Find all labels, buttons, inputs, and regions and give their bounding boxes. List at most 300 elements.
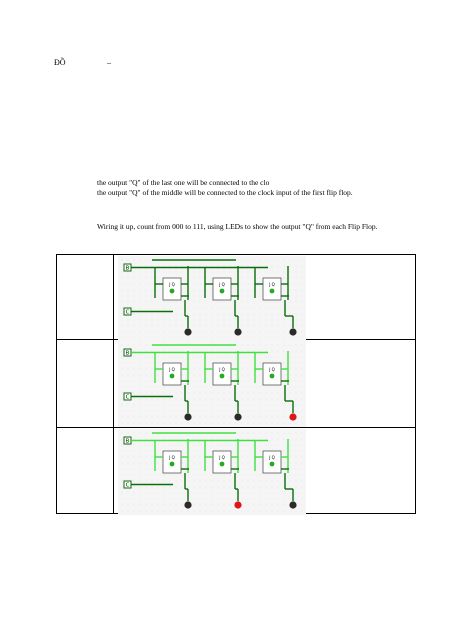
grid-dot bbox=[230, 387, 231, 388]
grid-dot bbox=[302, 338, 303, 339]
grid-dot bbox=[194, 475, 195, 476]
header-code: ĐỒ bbox=[54, 58, 66, 67]
grid-dot bbox=[302, 399, 303, 400]
grid-dot bbox=[224, 399, 225, 400]
grid-dot bbox=[152, 439, 153, 440]
flip-flop-state-dot bbox=[270, 374, 275, 379]
grid-dot bbox=[278, 387, 279, 388]
grid-dot bbox=[158, 511, 159, 512]
grid-dot bbox=[122, 357, 123, 358]
grid-dot bbox=[206, 475, 207, 476]
grid-dot bbox=[242, 314, 243, 315]
grid-dot bbox=[296, 499, 297, 500]
grid-dot bbox=[272, 332, 273, 333]
instruction-text: Wiring it up, count from 000 to 111, using LEDs to show the output "Q" from each Flip Flop. bbox=[97, 222, 378, 231]
grid-dot bbox=[212, 499, 213, 500]
grid-dot bbox=[134, 433, 135, 434]
grid-dot bbox=[128, 345, 129, 346]
grid-dot bbox=[146, 499, 147, 500]
grid-dot bbox=[224, 505, 225, 506]
grid-dot bbox=[266, 505, 267, 506]
grid-dot bbox=[134, 499, 135, 500]
grid-dot bbox=[290, 266, 291, 267]
grid-dot bbox=[290, 387, 291, 388]
grid-dot bbox=[122, 296, 123, 297]
grid-dot bbox=[278, 475, 279, 476]
paragraph-line-1: the output "Q" of the last one will be connected to the clo bbox=[97, 178, 270, 187]
grid-dot bbox=[212, 463, 213, 464]
grid-dot bbox=[236, 375, 237, 376]
grid-dot bbox=[296, 357, 297, 358]
grid-dot bbox=[224, 308, 225, 309]
grid-dot bbox=[170, 487, 171, 488]
grid-dot bbox=[152, 475, 153, 476]
grid-dot bbox=[266, 338, 267, 339]
grid-dot bbox=[140, 272, 141, 273]
grid-dot bbox=[272, 399, 273, 400]
grid-dot bbox=[284, 493, 285, 494]
grid-dot bbox=[242, 320, 243, 321]
grid-dot bbox=[212, 302, 213, 303]
grid-dot bbox=[134, 272, 135, 273]
grid-dot bbox=[140, 469, 141, 470]
grid-dot bbox=[290, 487, 291, 488]
grid-dot bbox=[224, 475, 225, 476]
grid-dot bbox=[212, 338, 213, 339]
grid-dot bbox=[212, 469, 213, 470]
grid-dot bbox=[254, 481, 255, 482]
grid-dot bbox=[230, 351, 231, 352]
grid-dot bbox=[296, 511, 297, 512]
grid-dot bbox=[206, 499, 207, 500]
grid-dot bbox=[260, 345, 261, 346]
grid-dot bbox=[254, 511, 255, 512]
grid-dot bbox=[182, 332, 183, 333]
grid-dot bbox=[128, 284, 129, 285]
grid-dot bbox=[122, 481, 123, 482]
grid-dot bbox=[236, 387, 237, 388]
grid-dot bbox=[170, 481, 171, 482]
grid-dot bbox=[254, 278, 255, 279]
grid-dot bbox=[296, 351, 297, 352]
grid-dot bbox=[122, 326, 123, 327]
grid-dot bbox=[200, 320, 201, 321]
grid-dot bbox=[302, 314, 303, 315]
grid-dot bbox=[242, 272, 243, 273]
grid-dot bbox=[290, 493, 291, 494]
grid-dot bbox=[212, 423, 213, 424]
grid-dot bbox=[152, 417, 153, 418]
grid-dot bbox=[302, 302, 303, 303]
grid-dot bbox=[176, 411, 177, 412]
grid-dot bbox=[158, 266, 159, 267]
grid-dot bbox=[176, 481, 177, 482]
grid-dot bbox=[272, 439, 273, 440]
grid-dot bbox=[128, 475, 129, 476]
grid-dot bbox=[134, 284, 135, 285]
grid-dot bbox=[278, 314, 279, 315]
grid-dot bbox=[176, 417, 177, 418]
led-1 bbox=[184, 413, 191, 420]
grid-dot bbox=[194, 369, 195, 370]
grid-dot bbox=[158, 475, 159, 476]
grid-dot bbox=[176, 272, 177, 273]
grid-dot bbox=[140, 375, 141, 376]
grid-dot bbox=[302, 369, 303, 370]
grid-dot bbox=[302, 511, 303, 512]
grid-dot bbox=[260, 266, 261, 267]
grid-dot bbox=[266, 351, 267, 352]
grid-dot bbox=[140, 296, 141, 297]
led-1 bbox=[184, 328, 191, 335]
grid-dot bbox=[302, 499, 303, 500]
grid-dot bbox=[278, 423, 279, 424]
grid-dot bbox=[158, 296, 159, 297]
flip-flop-state-dot bbox=[220, 289, 225, 294]
grid-dot bbox=[194, 326, 195, 327]
grid-dot bbox=[260, 351, 261, 352]
grid-dot bbox=[260, 399, 261, 400]
grid-dot bbox=[236, 393, 237, 394]
grid-dot bbox=[254, 314, 255, 315]
grid-dot bbox=[302, 272, 303, 273]
grid-dot bbox=[266, 345, 267, 346]
flip-flop-label: J Q bbox=[269, 455, 275, 460]
grid-dot bbox=[182, 314, 183, 315]
grid-dot bbox=[182, 320, 183, 321]
grid-dot bbox=[140, 387, 141, 388]
grid-dot bbox=[290, 511, 291, 512]
grid-dot bbox=[176, 423, 177, 424]
input-pin-c-label: C bbox=[125, 394, 130, 401]
grid-dot bbox=[194, 375, 195, 376]
grid-dot bbox=[230, 405, 231, 406]
grid-dot bbox=[296, 308, 297, 309]
grid-dot bbox=[176, 399, 177, 400]
grid-dot bbox=[290, 433, 291, 434]
grid-dot bbox=[266, 399, 267, 400]
grid-dot bbox=[122, 314, 123, 315]
grid-dot bbox=[296, 451, 297, 452]
grid-dot bbox=[212, 314, 213, 315]
grid-dot bbox=[176, 511, 177, 512]
grid-dot bbox=[236, 411, 237, 412]
grid-dot bbox=[224, 332, 225, 333]
grid-dot bbox=[146, 487, 147, 488]
grid-dot bbox=[278, 326, 279, 327]
grid-dot bbox=[188, 338, 189, 339]
grid-dot bbox=[146, 326, 147, 327]
grid-dot bbox=[260, 381, 261, 382]
grid-dot bbox=[134, 363, 135, 364]
grid-dot bbox=[122, 393, 123, 394]
grid-dot bbox=[122, 493, 123, 494]
grid-dot bbox=[272, 326, 273, 327]
grid-dot bbox=[164, 357, 165, 358]
grid-dot bbox=[254, 338, 255, 339]
grid-dot bbox=[302, 487, 303, 488]
grid-dot bbox=[188, 481, 189, 482]
grid-dot bbox=[140, 475, 141, 476]
grid-dot bbox=[122, 387, 123, 388]
grid-dot bbox=[152, 399, 153, 400]
grid-dot bbox=[164, 266, 165, 267]
grid-dot bbox=[128, 457, 129, 458]
grid-dot bbox=[224, 357, 225, 358]
grid-dot bbox=[194, 481, 195, 482]
grid-dot bbox=[140, 463, 141, 464]
grid-dot bbox=[158, 320, 159, 321]
grid-dot bbox=[284, 417, 285, 418]
grid-dot bbox=[140, 260, 141, 261]
grid-dot bbox=[122, 272, 123, 273]
grid-dot bbox=[296, 284, 297, 285]
grid-dot bbox=[200, 439, 201, 440]
grid-dot bbox=[122, 278, 123, 279]
input-pin-c-label: C bbox=[125, 309, 130, 316]
grid-dot bbox=[170, 302, 171, 303]
grid-dot bbox=[296, 399, 297, 400]
grid-dot bbox=[218, 493, 219, 494]
grid-dot bbox=[194, 314, 195, 315]
grid-dot bbox=[296, 381, 297, 382]
table-column-divider bbox=[113, 254, 114, 514]
grid-dot bbox=[140, 445, 141, 446]
grid-dot bbox=[284, 405, 285, 406]
table-row-divider bbox=[56, 427, 416, 428]
grid-dot bbox=[284, 511, 285, 512]
grid-dot bbox=[260, 475, 261, 476]
grid-dot bbox=[140, 423, 141, 424]
grid-dot bbox=[122, 405, 123, 406]
grid-dot bbox=[158, 393, 159, 394]
grid-dot bbox=[290, 439, 291, 440]
grid-dot bbox=[242, 345, 243, 346]
grid-dot bbox=[302, 375, 303, 376]
grid-dot bbox=[200, 423, 201, 424]
grid-dot bbox=[200, 405, 201, 406]
grid-dot bbox=[206, 326, 207, 327]
grid-dot bbox=[122, 302, 123, 303]
grid-dot bbox=[194, 296, 195, 297]
grid-dot bbox=[224, 493, 225, 494]
grid-dot bbox=[152, 381, 153, 382]
grid-dot bbox=[146, 393, 147, 394]
grid-dot bbox=[254, 369, 255, 370]
grid-dot bbox=[194, 487, 195, 488]
grid-dot bbox=[158, 469, 159, 470]
grid-dot bbox=[248, 451, 249, 452]
grid-dot bbox=[296, 266, 297, 267]
grid-dot bbox=[224, 314, 225, 315]
grid-dot bbox=[128, 463, 129, 464]
grid-dot bbox=[278, 411, 279, 412]
grid-dot bbox=[266, 266, 267, 267]
grid-dot bbox=[248, 314, 249, 315]
grid-dot bbox=[182, 411, 183, 412]
grid-dot bbox=[134, 332, 135, 333]
grid-dot bbox=[206, 320, 207, 321]
grid-dot bbox=[182, 505, 183, 506]
grid-dot bbox=[200, 387, 201, 388]
grid-dot bbox=[122, 417, 123, 418]
grid-dot bbox=[146, 290, 147, 291]
grid-dot bbox=[194, 469, 195, 470]
grid-dot bbox=[260, 423, 261, 424]
grid-dot bbox=[260, 487, 261, 488]
grid-dot bbox=[212, 290, 213, 291]
grid-dot bbox=[140, 405, 141, 406]
grid-dot bbox=[146, 369, 147, 370]
grid-dot bbox=[254, 463, 255, 464]
grid-dot bbox=[224, 351, 225, 352]
grid-dot bbox=[140, 332, 141, 333]
grid-dot bbox=[140, 357, 141, 358]
grid-dot bbox=[212, 357, 213, 358]
grid-dot bbox=[140, 487, 141, 488]
grid-dot bbox=[236, 314, 237, 315]
grid-dot bbox=[140, 381, 141, 382]
grid-dot bbox=[212, 493, 213, 494]
grid-dot bbox=[302, 363, 303, 364]
grid-dot bbox=[218, 487, 219, 488]
grid-dot bbox=[260, 387, 261, 388]
grid-dot bbox=[152, 302, 153, 303]
grid-dot bbox=[248, 457, 249, 458]
grid-dot bbox=[122, 308, 123, 309]
grid-dot bbox=[218, 351, 219, 352]
grid-dot bbox=[200, 451, 201, 452]
grid-dot bbox=[194, 439, 195, 440]
grid-dot bbox=[134, 493, 135, 494]
grid-dot bbox=[128, 369, 129, 370]
grid-dot bbox=[158, 351, 159, 352]
grid-dot bbox=[260, 375, 261, 376]
grid-dot bbox=[200, 266, 201, 267]
grid-dot bbox=[170, 351, 171, 352]
grid-dot bbox=[170, 493, 171, 494]
grid-dot bbox=[242, 284, 243, 285]
grid-dot bbox=[254, 302, 255, 303]
grid-dot bbox=[182, 302, 183, 303]
grid-dot bbox=[278, 417, 279, 418]
grid-dot bbox=[224, 302, 225, 303]
flip-flop-label: J Q bbox=[269, 282, 275, 287]
grid-dot bbox=[218, 314, 219, 315]
grid-dot bbox=[122, 469, 123, 470]
grid-dot bbox=[230, 445, 231, 446]
grid-dot bbox=[284, 363, 285, 364]
grid-dot bbox=[206, 302, 207, 303]
grid-dot bbox=[254, 411, 255, 412]
grid-dot bbox=[134, 278, 135, 279]
grid-dot bbox=[206, 511, 207, 512]
grid-dot bbox=[128, 296, 129, 297]
grid-dot bbox=[176, 332, 177, 333]
flip-flop-state-dot bbox=[220, 374, 225, 379]
grid-dot bbox=[224, 393, 225, 394]
grid-dot bbox=[278, 338, 279, 339]
grid-dot bbox=[170, 314, 171, 315]
grid-dot bbox=[290, 469, 291, 470]
grid-dot bbox=[194, 381, 195, 382]
grid-dot bbox=[284, 357, 285, 358]
grid-dot bbox=[236, 326, 237, 327]
grid-dot bbox=[194, 284, 195, 285]
grid-dot bbox=[284, 290, 285, 291]
grid-dot bbox=[182, 272, 183, 273]
grid-dot bbox=[134, 338, 135, 339]
grid-dot bbox=[278, 266, 279, 267]
grid-dot bbox=[254, 363, 255, 364]
grid-dot bbox=[248, 439, 249, 440]
grid-dot bbox=[272, 411, 273, 412]
grid-dot bbox=[242, 399, 243, 400]
grid-dot bbox=[158, 338, 159, 339]
grid-dot bbox=[236, 338, 237, 339]
grid-dot bbox=[164, 314, 165, 315]
grid-dot bbox=[164, 439, 165, 440]
grid-dot bbox=[188, 387, 189, 388]
grid-dot bbox=[248, 308, 249, 309]
grid-dot bbox=[128, 411, 129, 412]
flip-flop-label: J Q bbox=[219, 282, 225, 287]
grid-dot bbox=[122, 351, 123, 352]
grid-dot bbox=[182, 363, 183, 364]
grid-dot bbox=[266, 481, 267, 482]
grid-dot bbox=[284, 487, 285, 488]
grid-dot bbox=[170, 338, 171, 339]
grid-dot bbox=[302, 493, 303, 494]
grid-dot bbox=[236, 308, 237, 309]
grid-dot bbox=[140, 314, 141, 315]
grid-dot bbox=[296, 487, 297, 488]
grid-dot bbox=[134, 439, 135, 440]
grid-dot bbox=[254, 266, 255, 267]
grid-dot bbox=[242, 260, 243, 261]
grid-dot bbox=[158, 445, 159, 446]
grid-dot bbox=[200, 411, 201, 412]
grid-dot bbox=[200, 381, 201, 382]
grid-dot bbox=[182, 266, 183, 267]
grid-dot bbox=[170, 423, 171, 424]
grid-dot bbox=[230, 302, 231, 303]
grid-dot bbox=[242, 417, 243, 418]
grid-dot bbox=[230, 399, 231, 400]
grid-dot bbox=[236, 302, 237, 303]
grid-dot bbox=[260, 417, 261, 418]
grid-dot bbox=[284, 433, 285, 434]
grid-dot bbox=[122, 505, 123, 506]
grid-dot bbox=[242, 351, 243, 352]
grid-dot bbox=[176, 499, 177, 500]
grid-dot bbox=[254, 320, 255, 321]
grid-dot bbox=[248, 332, 249, 333]
grid-dot bbox=[230, 338, 231, 339]
grid-dot bbox=[134, 417, 135, 418]
grid-dot bbox=[248, 284, 249, 285]
grid-dot bbox=[134, 314, 135, 315]
grid-dot bbox=[302, 393, 303, 394]
grid-dot bbox=[242, 493, 243, 494]
grid-dot bbox=[170, 326, 171, 327]
grid-dot bbox=[128, 302, 129, 303]
grid-dot bbox=[146, 433, 147, 434]
grid-dot bbox=[242, 475, 243, 476]
grid-dot bbox=[122, 338, 123, 339]
grid-dot bbox=[122, 375, 123, 376]
grid-dot bbox=[158, 381, 159, 382]
